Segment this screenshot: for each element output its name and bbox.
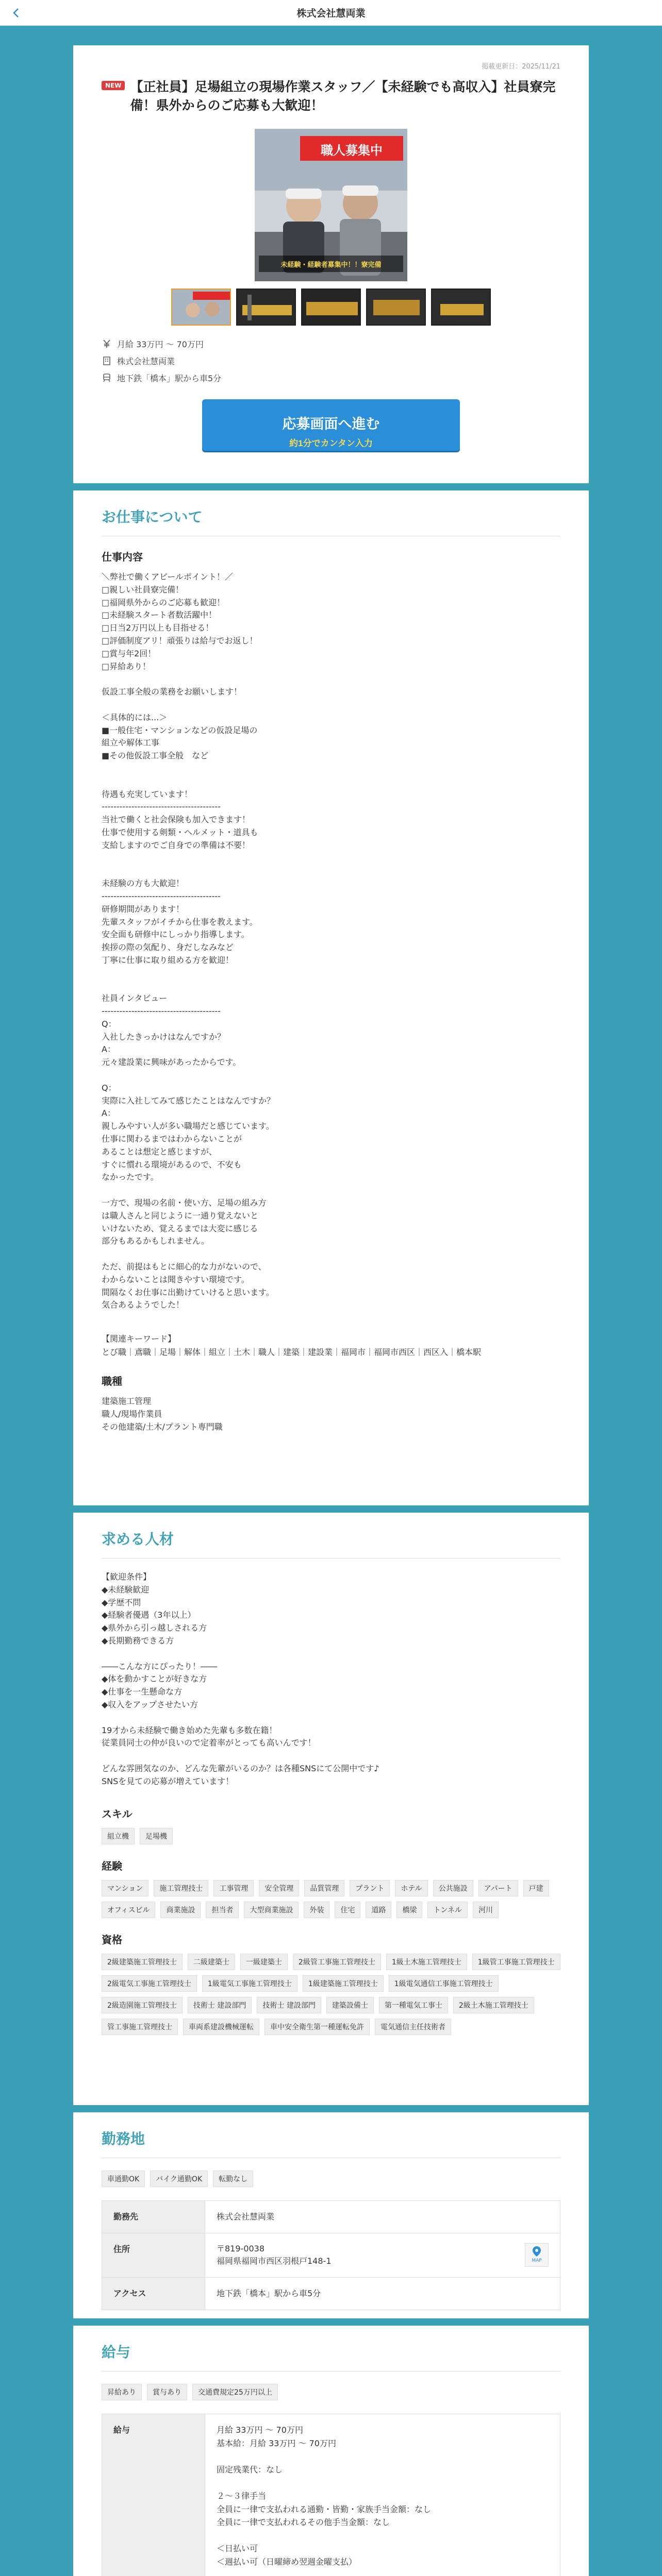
access-row <box>102 372 560 384</box>
experience-tag: 商業施設 <box>160 1902 201 1918</box>
experience-tag: 住宅 <box>335 1902 360 1918</box>
experience-tag: 担当者 <box>206 1902 239 1918</box>
building-icon <box>102 355 112 366</box>
salary-row <box>102 338 560 350</box>
row-value: 地下鉄「橋本」駅から車5分 <box>205 2278 560 2310</box>
location-tags <box>102 2171 560 2187</box>
qualification-tag: 車両系建設機械運転 <box>183 2019 259 2035</box>
qualification-tag: 二級建築士 <box>188 1954 235 1970</box>
section-title-salary: 給与 <box>102 2341 560 2371</box>
table-row <box>102 2233 560 2278</box>
requirements-text: 【歓迎条件】 ◆未経験歓迎 ◆学歴不問 ◆経験者優遇（3年以上） ◆県外から引っ越しされる方 ◆長期勤務できる方 ――こんな方にぴったり！―― ◆体を動かすことが好きな方 ◆仕事を一生懸命な方 ◆収入をアップさせたい方 19才から未経験で働き始めた先輩も多数在籍！ 従業員同士の仲が良いので定着率がとっても高いんです！ どんな雰囲気なのか、どんな先輩がいるのか？は各種SNSにて公開中です♪ SNSを見ての応募が増えています！ <box>102 1572 379 1786</box>
apply-button-sublabel: 約1分でカンタン入力 <box>289 438 373 448</box>
section-title-work: お仕事について <box>102 506 560 536</box>
job-description: ＼弊社で働くアピールポイント！／ □親しい社員寮完備！ □福岡県外からのご応募も歓迎！ □未経験スタート者数活躍中！ □日当2万円以上も目指せる！ □評価制度アリ！頑張りは給与でお返し！ □賞与年2回！ □昇給あり！ 仮設工事全般の業務をお願いします！ ＜具体的には...＞ ■一般住宅・マンションなどの仮設足場の 組立や解体工事 ■その他仮設工事全般 など 待遇も充実しています！ ---------------------------------------- 当社で働くと社会保険も加入できます！ 仕事で使用する剣類・ヘルメット・道具も 支給しますのでご自身での準備は不要！ 未経験の方も大歓迎！ ---------------------------------------- 研修期間があります！ 先輩スタッフがイチから仕事を教えます。 安全面も研修中にしっかり指導します。 挨拶の際の気配り、身だしなみなど 丁寧に仕事に取り組める方を歓迎！ 社員インタビュー ---------------------------------------- Q： 入社したきっかけはなんですか？ A： 元々建設業に興味があったからです。 Q： 実際に入社してみて感じたことはなんですか？ A： 親しみやすい人が多い職場だと感じています。 仕事に関わるまではわからないことが あることは想定と感じますが、 すぐに慣れる環境があるので、不安も なかったです。 一方で、現場の名前・使い方、足場の組み方 は職人さんと同じように一通り覚えないと いけないため、覚えるまでは大変に感じる 部分もあるかもしれません。 ただ、前提はもとに細心的な力がないので、 わからないことは聞きやすい環境です。 間隔なくお仕事に出勤けていけると思います。 気合あるようでした！ <box>102 572 275 1310</box>
experience-tag: 道路 <box>366 1902 391 1918</box>
qualification-tag: 1級電気通信工事施工管理技士 <box>389 1975 499 1992</box>
row-value: 〒819-0038 福岡県福岡市西区羽根戸148-1 <box>217 2243 332 2266</box>
experience-title: 経験 <box>102 1859 122 1872</box>
experience-tag: プラント <box>350 1880 390 1896</box>
address-cell <box>205 2233 560 2278</box>
experience-tag: ホテル <box>395 1880 427 1896</box>
row-label: 給与 <box>102 2414 205 2576</box>
experience-tag: 品質管理 <box>304 1880 344 1896</box>
thumbnail[interactable] <box>171 289 231 326</box>
company-row <box>102 355 560 367</box>
thumbnail[interactable] <box>236 289 296 326</box>
row-label: 勤務先 <box>102 2201 205 2233</box>
posted-date: 掲載更新日：2025/11/21 <box>482 63 560 71</box>
salary-tag: 交通費規定25万円以上 <box>192 2384 278 2400</box>
experience-tag: 戸建 <box>523 1880 549 1896</box>
job-header-card <box>73 45 589 483</box>
salary-table <box>102 2414 560 2576</box>
chevron-left-icon <box>11 7 22 19</box>
company-title: 株式会社慧両業 <box>296 8 366 19</box>
location-section <box>73 2112 589 2318</box>
map-button[interactable] <box>525 2243 549 2267</box>
top-bar <box>0 0 662 26</box>
experience-tag: 安全管理 <box>259 1880 299 1896</box>
qualification-tag: 2級電気工事施工管理技士 <box>102 1975 197 1992</box>
qualification-tag: 2級造園施工管理技士 <box>102 1997 183 2013</box>
work-section <box>73 490 589 1505</box>
skill-tag: 組立機 <box>102 1828 135 1844</box>
qualification-tag: 技術士 建設部門 <box>257 1997 321 2013</box>
thumbnail[interactable] <box>301 289 361 326</box>
new-badge: NEW <box>102 81 125 90</box>
category-title: 職種 <box>102 1375 122 1388</box>
back-button[interactable] <box>9 6 24 20</box>
qualification-tag: 1級電気工事施工管理技士 <box>202 1975 297 1992</box>
skill-tag: 足場機 <box>140 1828 173 1844</box>
apply-button-label: 応募画面へ進む <box>282 416 380 432</box>
category-text: 建築施工管理 職人/現場作業員 その他建築/土木/プラント専門職 <box>102 1396 223 1432</box>
row-label: 住所 <box>102 2233 205 2278</box>
company-text: 株式会社慧両業 <box>117 356 175 366</box>
keywords-title: 【関連キーワード】 <box>102 1334 176 1344</box>
row-value: 株式会社慧両業 <box>205 2201 560 2233</box>
qualification-tag: 2級建築施工管理技士 <box>102 1954 183 1970</box>
experience-tag: 外装 <box>304 1902 329 1918</box>
location-tag: 車通勤OK <box>102 2171 145 2187</box>
location-tag: バイク通勤OK <box>150 2171 208 2187</box>
yen-icon <box>102 338 112 349</box>
salary-tag: 昇給あり <box>102 2384 142 2400</box>
thumbnail[interactable] <box>431 289 491 326</box>
job-title: 【正社員】足場組立の現場作業スタッフ／【未経験でも高収入】社員寮完備！県外からのご応募も大歓迎！ <box>130 79 556 113</box>
experience-tag: 施工管理技士 <box>154 1880 208 1896</box>
hero-photo[interactable] <box>255 129 407 281</box>
qualification-title: 資格 <box>102 1933 122 1946</box>
qualification-tag: 2級土木施工管理技士 <box>453 1997 534 2013</box>
qualification-tag: 建築設備士 <box>326 1997 374 2013</box>
experience-tag: 大型商業施設 <box>244 1902 299 1918</box>
experience-tag: マンション <box>102 1880 148 1896</box>
apply-button[interactable] <box>202 399 460 451</box>
train-icon <box>102 372 112 383</box>
qualification-tag: 管工事施工管理技士 <box>102 2019 178 2035</box>
salary-text: 月給 33万円 〜 70万円 <box>117 339 204 349</box>
experience-tag: 公共施設 <box>433 1880 473 1896</box>
experience-tag: トンネル <box>427 1902 468 1918</box>
salary-section <box>73 2326 589 2576</box>
experience-tag: オフィスビル <box>102 1902 155 1918</box>
qualification-tag: 1級管工事施工管理技士 <box>472 1954 560 1970</box>
salary-tags <box>102 2384 560 2400</box>
access-text: 地下鉄「橋本」駅から車5分 <box>117 373 222 383</box>
photo-thumbnails <box>102 289 560 326</box>
salary-tag: 賞与あり <box>147 2384 187 2400</box>
map-pin-icon <box>532 2246 541 2257</box>
experience-tags <box>102 1880 560 1918</box>
table-row <box>102 2201 560 2233</box>
row-label: アクセス <box>102 2278 205 2310</box>
experience-tag: 橋梁 <box>396 1902 422 1918</box>
qualification-tag: 電気通信主任技術者 <box>375 2019 451 2035</box>
map-label: MAP <box>532 2258 542 2264</box>
location-table <box>102 2200 560 2310</box>
row-value: 月給 33万円 〜 70万円 基本給：月給 33万円 〜 70万円 固定残業代：なし ２〜３律手当 全員に一律で支払われる通勤・皆勤・家族手当金額：なし 全員に一律で支払われるその他手当金額：なし ＜日払い可 ＜週払い可（日曜締め翌週金曜支払） <box>205 2414 560 2576</box>
qualification-tag: 1級土木施工管理技士 <box>386 1954 467 1970</box>
section-title-location: 勤務地 <box>102 2128 560 2158</box>
skill-title: スキル <box>102 1807 133 1820</box>
qualification-tag: 1級建築施工管理技士 <box>303 1975 384 1992</box>
experience-tag: アパート <box>478 1880 518 1896</box>
table-row <box>102 2278 560 2310</box>
qualification-tag: 車中安全衛生第一種運転免許 <box>264 2019 370 2035</box>
content-title: 仕事内容 <box>102 551 143 563</box>
thumbnail[interactable] <box>366 289 426 326</box>
qualification-tags <box>102 1954 560 2035</box>
section-title-requirements: 求める人材 <box>102 1528 560 1558</box>
qualification-tag: 一級建築士 <box>240 1954 288 1970</box>
hero-caption-bottom: 未経験・経験者募集中！！寮完備 <box>280 261 382 269</box>
qualification-tag: 技術士 建設部門 <box>188 1997 252 2013</box>
experience-tag: 工事管理 <box>213 1880 254 1896</box>
keywords-text: とび職｜鳶職｜足場｜解体｜組立｜土木｜職人｜建築｜建設業｜福岡市｜福岡市西区｜西区入｜橋本駅 <box>102 1347 482 1357</box>
qualification-tag: 第一種電気工事士 <box>379 1997 448 2013</box>
experience-tag: 河川 <box>473 1902 499 1918</box>
location-tag: 転勤なし <box>213 2171 253 2187</box>
skill-tags <box>102 1828 560 1844</box>
hero-caption-top: 職人募集中 <box>321 143 383 158</box>
requirements-section <box>73 1513 589 2105</box>
table-row <box>102 2414 560 2576</box>
qualification-tag: 2級管工事施工管理技士 <box>293 1954 381 1970</box>
